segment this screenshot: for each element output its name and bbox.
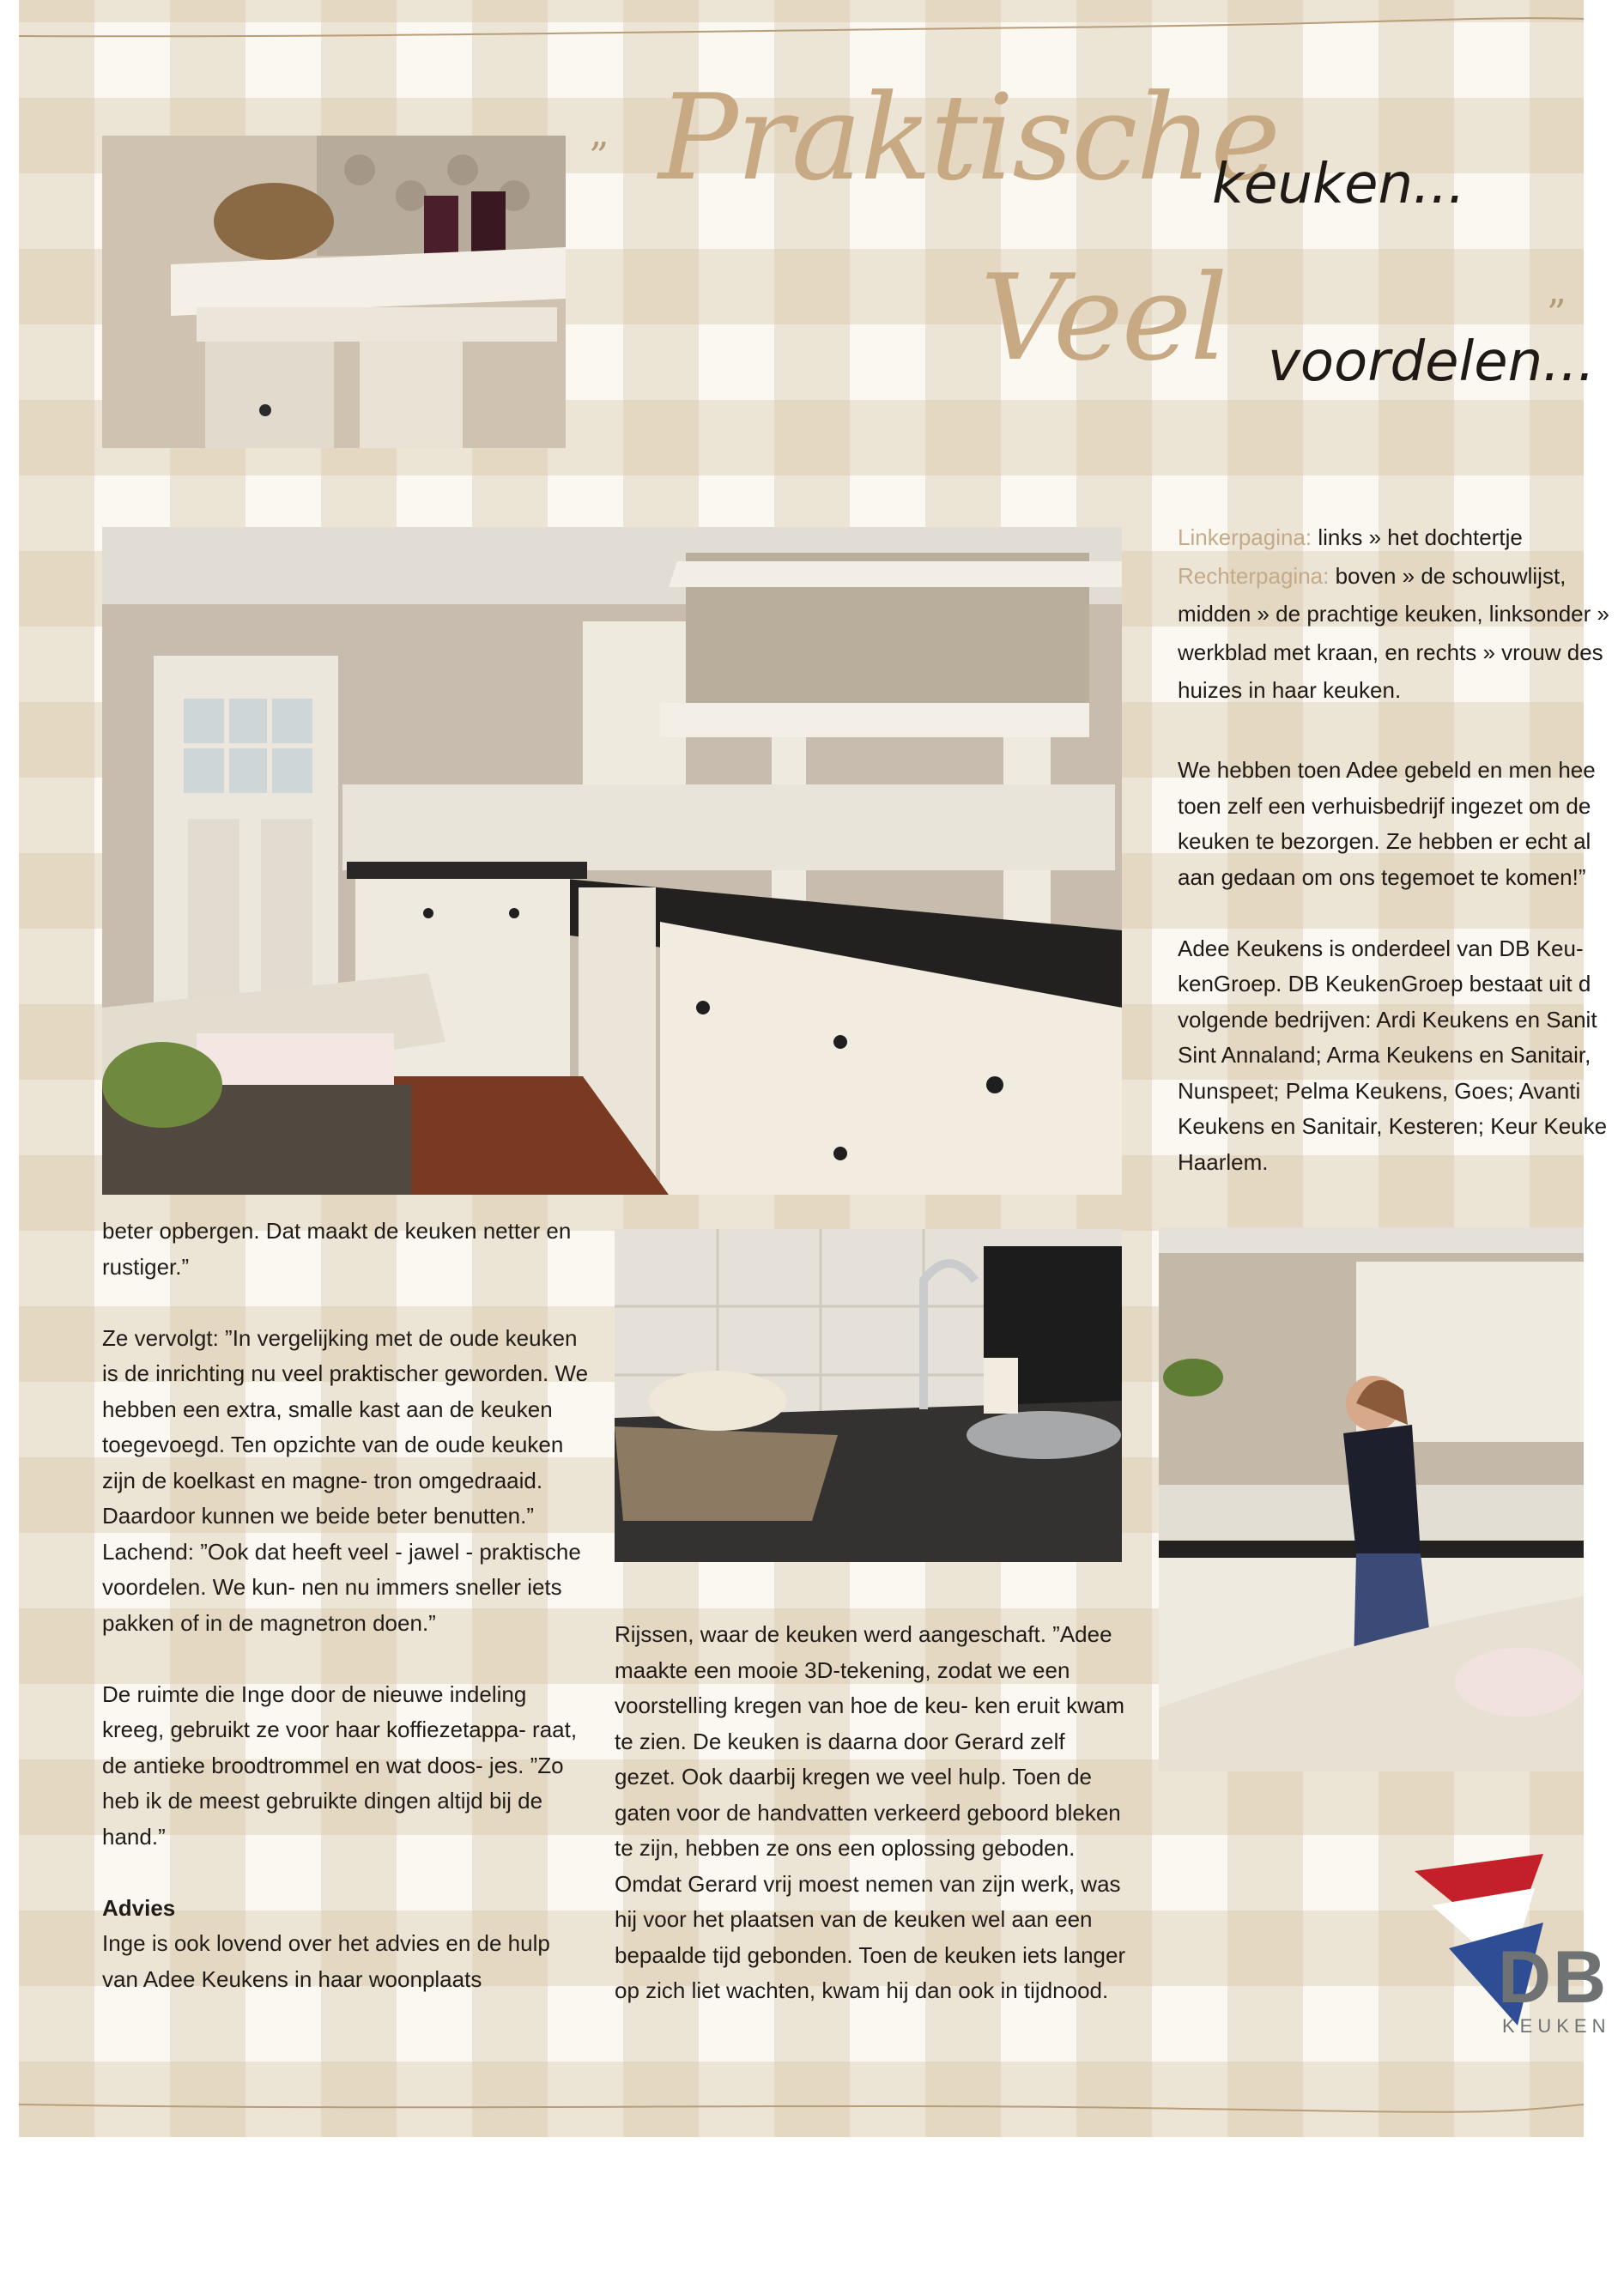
caption-label-right: Rechterpagina: — [1178, 562, 1330, 589]
left-paragraph-4: Inge is ook lovend over het advies en de hulp van Adee Keukens in haar woonplaats — [102, 1930, 550, 1992]
right-p1-line: keuken te bezorgen. Ze hebben er echt al — [1178, 828, 1591, 854]
caption-text-right: boven » de schouwlijst, — [1329, 562, 1566, 589]
mantel-detail-photo — [102, 136, 566, 448]
right-p1-line: We hebben toen Adee gebeld en men hee — [1178, 757, 1596, 783]
right-paragraph-2 — [1178, 931, 1624, 1181]
caption-line-5: huizes in haar keuken. — [1178, 677, 1402, 703]
page-lower-margin — [0, 2137, 1584, 2283]
caption-line-3: midden » de prachtige keuken, linksonder » — [1178, 601, 1609, 627]
heading-voordelen: voordelen... — [1268, 330, 1596, 394]
right-p2-line: Haarlem. — [1178, 1148, 1269, 1175]
db-logo-letters: DB — [1498, 1936, 1609, 2019]
middle-column-text — [615, 1617, 1130, 2009]
left-paragraph-3: De ruimte die Inge door de nieuwe indeling kreeg, gebruikt ze voor haar koffiezetappa- raat, de antieke broodtrommel en wat doos- jes. ”Zo heb ik de meest gebruikte dingen altijd bij de hand.” — [102, 1680, 578, 1850]
heading-keuken: keuken... — [1212, 153, 1466, 216]
caption-text-left: links » het dochtertje — [1312, 524, 1523, 550]
right-p2-line: Keukens en Sanitair, Kesteren; Keur Keuke — [1178, 1113, 1608, 1139]
right-p2-line: kenGroep. DB KeukenGroep bestaat uit d — [1178, 971, 1591, 996]
magazine-page — [19, 0, 1609, 2137]
right-p2-line: Adee Keukens is onderdeel van DB Keu- — [1178, 935, 1584, 961]
right-p2-line: volgende bedrijven: Ardi Keukens en Sanit — [1178, 1006, 1597, 1032]
right-p1-line: aan gedaan om ons tegemoet te komen!” — [1178, 863, 1586, 890]
right-p2-line: Nunspeet; Pelma Keukens, Goes; Avanti — [1178, 1077, 1581, 1104]
right-p1-line: toen zelf een verhuisbedrijf ingezet om de — [1178, 792, 1591, 819]
worktop-tap-photo — [615, 1229, 1122, 1562]
woman-in-kitchen-photo — [1159, 1227, 1584, 1771]
caption-line-4: werkblad met kraan, en rechts » vrouw des — [1178, 639, 1603, 665]
db-logo-subtitle: KEUKEN — [1502, 2015, 1611, 2037]
heading-script-veel: Veel — [980, 249, 1227, 387]
left-column-text — [102, 1214, 591, 1997]
left-paragraph-2: Ze vervolgt: ”In vergelijking met de oude keuken is de inrichting nu veel praktischer geworden. We hebben een extra, smalle kast aan de keuken toegevoegd. Ten opzichte van de oude keuken zijn de koelkast en magne- tron omgedraaid. Daardoor kunnen we beide beter benutten.” Lachend: ”Ook dat heeft veel - jawel - praktische voordelen. We kun- nen nu immers sneller iets pakken of in de magnetron doen.” — [102, 1324, 589, 1636]
kitchen-main-photo — [102, 527, 1122, 1195]
bottom-swirl-line — [19, 2092, 1584, 2127]
middle-paragraph-1: Rijssen, waar de keuken werd aangeschaft. ”Adee maakte een mooie 3D-tekening, zodat we een voorstelling kregen van hoe de keu- ken eruit kwam te zien. De keuken is daarna door Gerard zelf gezet. Ook daarbij kregen we veel hulp. Toen de gaten voor de handvatten verkeerd geboord bleken te zijn, hebben ze ons een oplossing geboden. Omdat Gerard vrij moest nemen van zijn werk, was hij voor het plaatsen van de keuken wel aan een bepaalde tijd gebonden. Toen de keuken iets langer op zich liet wachten, kwam hij dan ook in tijdnood. — [615, 1621, 1126, 2003]
opening-quote: „ — [590, 112, 609, 155]
photo-caption — [1178, 518, 1607, 710]
right-paragraph-1 — [1178, 753, 1624, 895]
right-column-text — [1178, 753, 1624, 1216]
left-paragraph-1: beter opbergen. Dat maakt de keuken netter en rustiger.” — [102, 1218, 572, 1280]
heading-script-praktische: Praktische — [658, 69, 1279, 207]
caption-label-left: Linkerpagina: — [1178, 524, 1312, 550]
right-p2-line: Sint Annaland; Arma Keukens en Sanitair, — [1178, 1042, 1591, 1068]
advies-subheading: Advies — [102, 1894, 176, 1921]
top-swirl-line — [19, 12, 1584, 46]
closing-quote: ” — [1547, 292, 1566, 336]
